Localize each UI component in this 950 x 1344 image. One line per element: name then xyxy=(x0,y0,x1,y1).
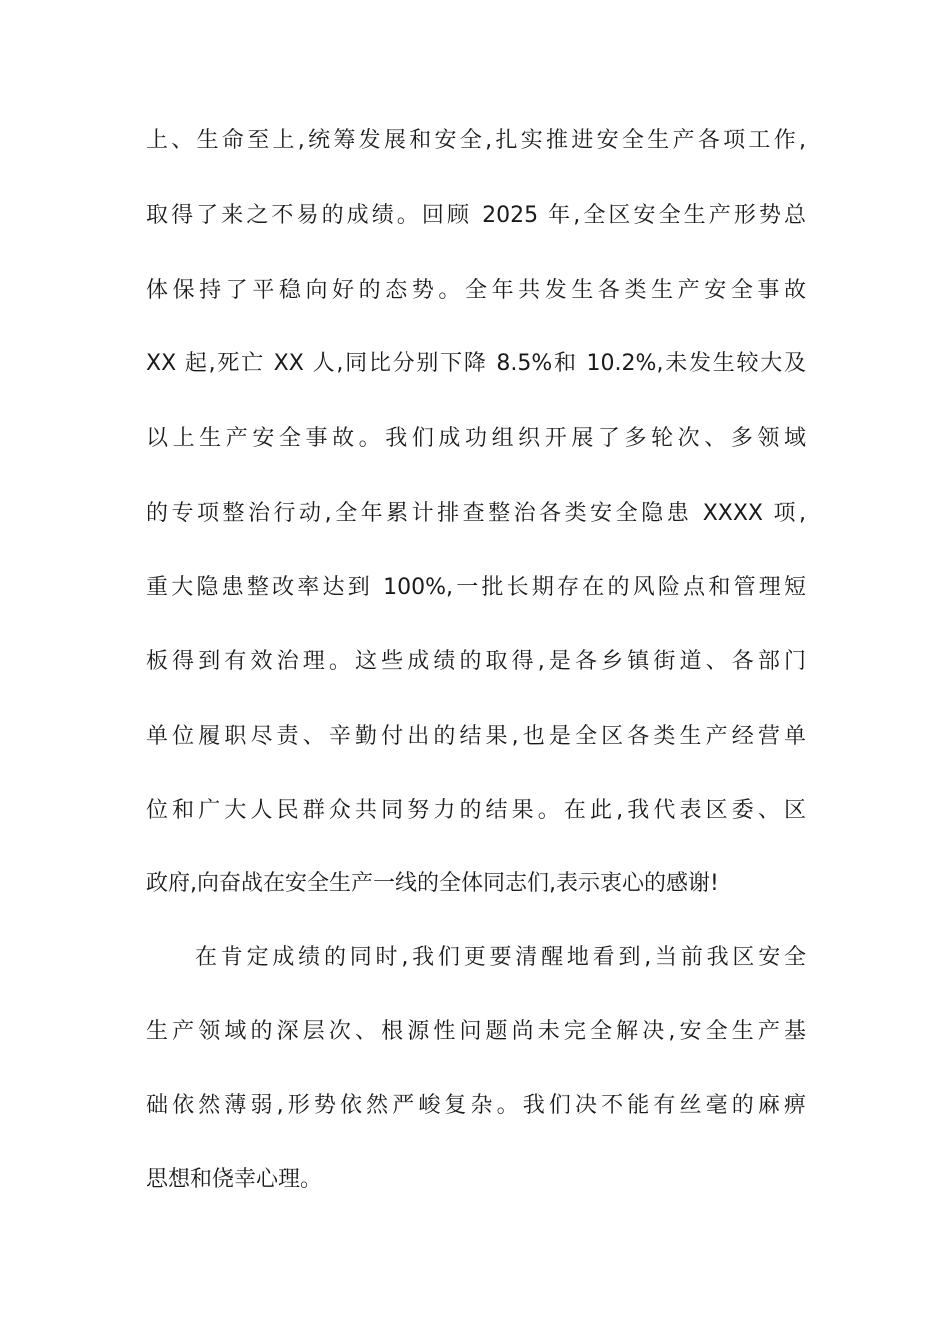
text-line: 体保持了平稳向好的态势。全年共发生各类生产安全事故 xyxy=(146,278,806,303)
text-line: 础依然薄弱,形势依然严峻复杂。我们决不能有丝毫的麻痹 xyxy=(146,1093,806,1118)
text-line: XX 起,死亡 XX 人,同比分别下降 8.5%和 10.2%,未发生较大及 xyxy=(146,351,806,376)
text-line: 板得到有效治理。这些成绩的取得,是各乡镇街道、各部门 xyxy=(146,649,806,674)
text-line: 上、生命至上,统筹发展和安全,扎实推进安全生产各项工作, xyxy=(146,128,806,153)
text-line: 重大隐患整改率达到 100%,一批长期存在的风险点和管理短 xyxy=(146,575,806,600)
text-line: 取得了来之不易的成绩。回顾 2025 年,全区安全生产形势总 xyxy=(146,203,806,228)
text-line: 生产领域的深层次、根源性问题尚未完全解决,安全生产基 xyxy=(146,1019,806,1044)
text-line: 思想和侥幸心理。 xyxy=(146,1167,323,1192)
text-line: 位和广大人民群众共同努力的结果。在此,我代表区委、区 xyxy=(146,798,806,823)
text-line: 在肯定成绩的同时,我们更要清醒地看到,当前我区安全 xyxy=(195,945,806,970)
text-line: 以上生产安全事故。我们成功组织开展了多轮次、多领域 xyxy=(146,426,806,451)
text-line: 政府,向奋战在安全生产一线的全体同志们,表示衷心的感谢! xyxy=(146,871,719,896)
text-line: 的专项整治行动,全年累计排查整治各类安全隐患 XXXX 项, xyxy=(146,501,806,526)
text-line: 单位履职尽责、辛勤付出的结果,也是全区各类生产经营单 xyxy=(146,724,806,749)
